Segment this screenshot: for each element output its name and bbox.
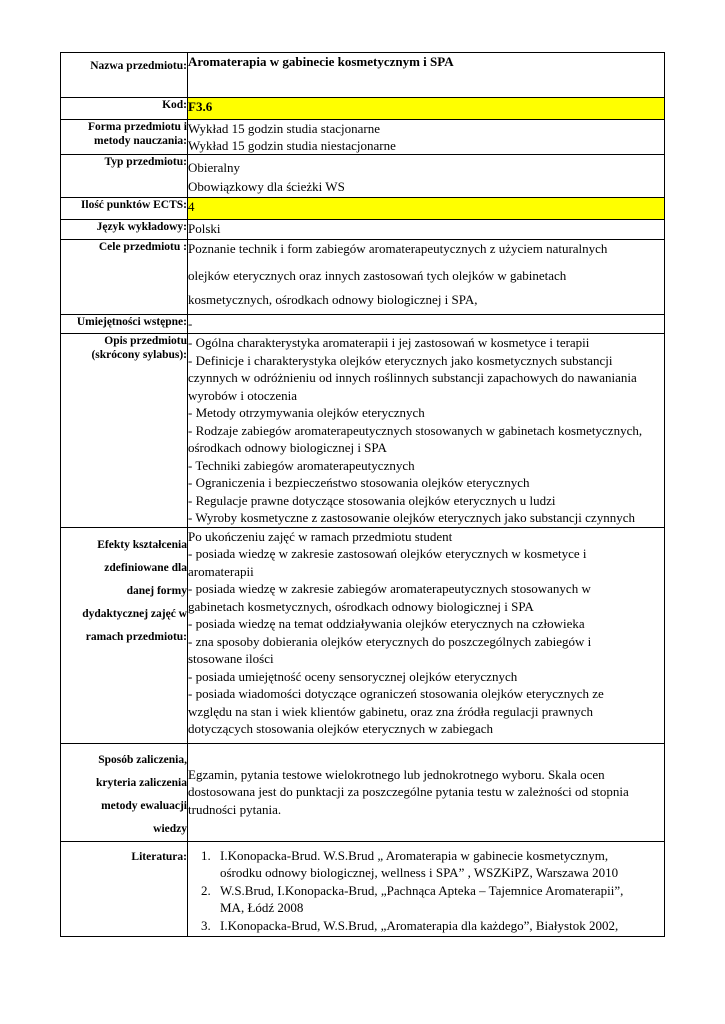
outcomes-line: stosowane ilości <box>188 651 274 666</box>
type-value-line: Obieralny <box>188 160 240 175</box>
outcomes-label-line: Efekty kształcenia <box>97 538 187 551</box>
outcomes-line: gabinetach kosmetycznych, ośrodkach odnowy biologicznej i SPA <box>188 598 534 614</box>
row-prerequisites <box>61 315 665 334</box>
course-name-label: Nazwa przedmiotu: <box>61 53 188 98</box>
type-label: Typ przedmiotu: <box>61 155 188 198</box>
assessment-label-line: wiedzy <box>153 822 187 835</box>
row-type <box>61 155 665 198</box>
assessment-line: dostosowana jest do punktacji za poszczególne pytania testu w zależności od stopnia <box>188 784 629 800</box>
outcomes-label-line: ramach przedmiotu: <box>85 630 187 643</box>
form-label <box>61 120 188 155</box>
outcomes-value <box>188 527 665 743</box>
objectives-line: kosmetycznych, ośrodkach odnowy biologicznej i SPA, <box>188 292 478 307</box>
row-ects <box>61 198 665 220</box>
literature-item-line: 3. I.Konopacka-Brud, W.S.Brud, „Aromaterapia dla każdego”, Białystok 2002, <box>220 917 619 933</box>
syllabus-line: - Wyroby kosmetyczne z zastosowanie olejków eterycznych jako substancji czynnych <box>188 510 635 525</box>
syllabus-line: - Definicje i charakterystyka olejków eterycznych jako kosmetycznych substancji <box>188 352 613 368</box>
assessment-line: Egzamin, pytania testowe wielokrotnego lub jednokrotnego wyboru. Skala ocen <box>188 766 605 782</box>
outcomes-line: - zna sposoby dobierania olejków eterycznych do poszczególnych zabiegów i <box>188 633 592 649</box>
syllabus-line: - Techniki zabiegów aromaterapeutycznych <box>188 457 415 473</box>
assessment-value <box>188 743 665 841</box>
syllabus-label-line: Opis przedmiotu <box>104 335 187 347</box>
type-value-line: Obowiązkowy dla ścieżki WS <box>188 179 345 194</box>
objectives-line: Poznanie technik i form zabiegów aromaterapeutycznych z użyciem naturalnych <box>188 241 608 256</box>
syllabus-line: - Metody otrzymywania olejków eterycznych <box>188 405 425 420</box>
outcomes-label <box>61 527 188 743</box>
assessment-label-line: kryteria zaliczenia <box>95 776 187 789</box>
literature-item <box>214 917 664 935</box>
form-value <box>188 120 665 155</box>
prerequisites-value: - <box>188 315 665 334</box>
outcomes-line: dotyczących stosowania olejków eterycznych w zabiegach <box>188 721 494 736</box>
literature-list <box>188 847 664 935</box>
syllabus-line: - Ograniczenia i bezpieczeństwo stosowania olejków eterycznych <box>188 475 530 490</box>
form-value-line: Wykład 15 godzin studia niestacjonarne <box>188 138 396 153</box>
row-assessment <box>61 743 665 841</box>
literature-item <box>214 882 664 917</box>
syllabus-line: ośrodkach odnowy biologicznej i SPA <box>188 440 387 455</box>
form-label-line: metody nauczania: <box>94 135 187 147</box>
outcomes-label-line: dydaktycznej zajęć w <box>82 607 187 620</box>
course-card-table <box>60 52 665 937</box>
row-literature <box>61 841 665 936</box>
outcomes-line: - posiada wiedzę na temat oddziaływania olejków eterycznych na człowieka <box>188 616 585 631</box>
row-course-name <box>61 53 665 98</box>
objectives-value <box>188 240 665 315</box>
literature-item-line: ośrodku odnowy biologicznej, wellness i SPA” , WSZKiPZ, Warszawa 2010 <box>220 865 619 880</box>
outcomes-label-line: danej formy <box>126 584 187 597</box>
language-value: Polski <box>188 220 665 240</box>
outcomes-line: - posiada wiadomości dotyczące ograniczeń stosowania olejków eterycznych ze <box>188 686 604 701</box>
code-label: Kod: <box>61 98 188 120</box>
prerequisites-label: Umiejętności wstępne: <box>61 315 188 334</box>
outcomes-line: - posiada wiedzę w zakresie zastosowań olejków eterycznych w kosmetyce i <box>188 546 587 561</box>
syllabus-line: czynnych w odróżnieniu od innych roślinnych substancji zapachowych do nawaniania <box>188 370 637 385</box>
literature-item <box>214 847 664 882</box>
type-value <box>188 155 665 198</box>
syllabus-label-line: (skrócony sylabus): <box>91 349 187 361</box>
outcomes-line: - posiada umiejętność oceny sensorycznej olejków eterycznych <box>188 668 518 684</box>
literature-item-line: 1. I.Konopacka-Brud. W.S.Brud „ Aromaterapia w gabinecie kosmetycznym, <box>220 847 609 863</box>
course-name-value: Aromaterapia w gabinecie kosmetycznym i SPA <box>188 53 665 98</box>
objectives-line: olejków eterycznych oraz innych zastosowań tych olejków w gabinetach <box>188 268 567 283</box>
literature-label: Literatura: <box>61 841 188 936</box>
assessment-line: trudności pytania. <box>188 801 282 817</box>
syllabus-line: wyrobów i otoczenia <box>188 387 298 403</box>
language-label: Język wykładowy: <box>61 220 188 240</box>
outcomes-line: Po ukończeniu zajęć w ramach przedmiotu student <box>188 528 453 544</box>
form-value-line: Wykład 15 godzin studia stacjonarne <box>188 121 380 136</box>
outcomes-line: względu na stan i wiek klientów gabinetu, oraz zna źródła regulacji prawnych <box>188 703 594 719</box>
syllabus-label <box>61 334 188 528</box>
outcomes-label-line: zdefiniowane dla <box>104 561 187 574</box>
row-syllabus <box>61 334 665 528</box>
ects-value: 4 <box>188 198 665 220</box>
outcomes-line: aromaterapii <box>188 563 254 579</box>
row-code <box>61 98 665 120</box>
assessment-label <box>61 743 188 841</box>
row-form <box>61 120 665 155</box>
assessment-label-line: metody ewaluacji <box>101 799 187 812</box>
form-label-line: Forma przedmiotu i <box>87 121 187 133</box>
syllabus-line: - Ogólna charakterystyka aromaterapii i jej zastosowań w kosmetyce i terapii <box>188 335 590 350</box>
code-value: F3.6 <box>188 98 665 120</box>
literature-item-line: MA, Łódź 2008 <box>220 900 304 915</box>
syllabus-line: - Rodzaje zabiegów aromaterapeutycznych stosowanych w gabinetach kosmetycznych, <box>188 422 643 438</box>
syllabus-value <box>188 334 665 528</box>
syllabus-line: - Regulacje prawne dotyczące stosowania olejków eterycznych u ludzi <box>188 492 556 508</box>
outcomes-line: - posiada wiedzę w zakresie zabiegów aromaterapeutycznych stosowanych w <box>188 581 591 596</box>
row-objectives <box>61 240 665 315</box>
objectives-label: Cele przedmiotu : <box>61 240 188 315</box>
assessment-label-line: Sposób zaliczenia, <box>98 753 187 766</box>
literature-item-line: 2. W.S.Brud, I.Konopacka-Brud, „Pachnąca Apteka – Tajemnice Aromaterapii”, <box>220 882 624 898</box>
row-language <box>61 220 665 240</box>
row-learning-outcomes <box>61 527 665 743</box>
literature-value <box>188 841 665 936</box>
ects-label: Ilość punktów ECTS: <box>61 198 188 220</box>
